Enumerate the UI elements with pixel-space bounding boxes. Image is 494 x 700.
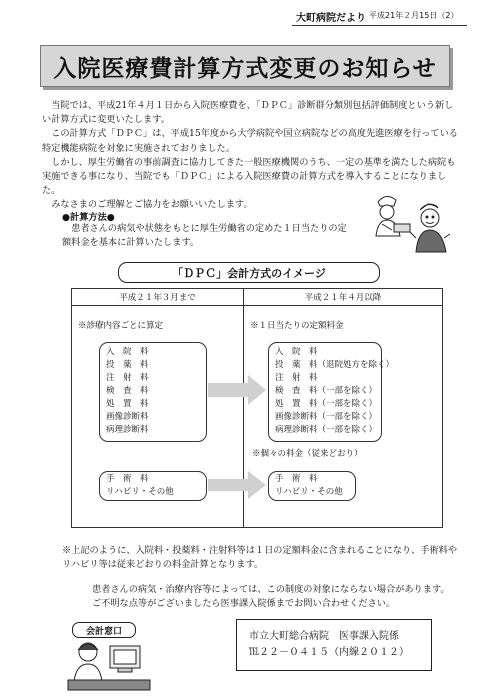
fee-item: 注 射 料 [106, 373, 149, 383]
flat-rate-fees-box [268, 342, 395, 442]
fee-item: 検 査 料（一部を除く） [275, 386, 378, 396]
fee-item: 処 置 料（一部を除く） [275, 399, 378, 409]
closing-line-2: ご不明な点等がございましたら医事課入院係までお問い合わせください。 [92, 598, 396, 610]
after-separate-fees-box [268, 471, 356, 501]
calc-method-heading: ●計算方法● [62, 212, 115, 223]
reception-clerk-illustration [66, 636, 152, 692]
closing-line-1: 患者さんの病気・治療内容等によっては、この制度の対象にならない場合があります。 [92, 584, 450, 595]
separate-fees-caption: ※個々の料金（従来どおり） [252, 449, 363, 459]
fee-item: 病理診断料 [106, 425, 149, 435]
fee-item: 入 院 料 [106, 347, 149, 357]
footnote: ※上記のように、入院料・投薬料・注射料等は１日の定額料金に含まれることになり、手術料やリハビリ等は従来どおりの料金計算となります。 [62, 545, 458, 571]
fee-item: 画像診断料（一部を除く） [275, 412, 378, 422]
before-caption: ※診療内容ごとに算定 [78, 321, 164, 331]
dpc-comparison-diagram [71, 288, 443, 528]
after-column-header: 平成２１年４月以降 [244, 289, 442, 306]
fee-item: 手 術 料 [106, 474, 149, 484]
counter-label: 会計窓口 [72, 622, 136, 638]
intro-paragraph-4: みなさまのご理解とご協力をお願いいたします。 [51, 199, 253, 211]
newsletter-title: 大町病院だより [296, 13, 366, 24]
intro-paragraph-2: この計算方式「ＤＰＣ」は、平成15年度から大学病院や国立病院などの高度先進医療を行っている特定機能病院を対象に実施されておりました。 [42, 128, 458, 154]
header-rule [292, 25, 467, 26]
issue-date: 平成21年２月15日（2） [369, 11, 459, 20]
transition-arrow-bottom [208, 471, 266, 499]
before-column-header: 平成２１年３月まで [72, 289, 244, 306]
fee-item: 注 射 料 [275, 373, 318, 383]
fee-item: リハビリ・その他 [106, 487, 174, 497]
fee-item: 処 置 料 [106, 399, 149, 409]
itemized-fees-box [99, 342, 207, 442]
fee-item: 検 査 料 [106, 386, 149, 396]
page-title: 入院医療費計算方式変更のお知らせ [40, 45, 450, 87]
fee-item: 手 術 料 [275, 474, 318, 484]
intro-paragraph-3: しかし、厚生労働省の事前調査に協力してきた一般医療機関のうち、一定の基準を満たした病院も実施できる事になり、当院でも「ＤＰＣ」による入院医療費の計算方式を導入することになりました。 [42, 156, 456, 197]
fee-item: リハビリ・その他 [275, 487, 343, 497]
fee-item: 投 薬 料 [106, 360, 149, 370]
nurse-and-patient-illustration [370, 190, 456, 258]
before-separate-fees-box [99, 471, 207, 501]
contact-box [236, 619, 432, 671]
contact-department: 市立大町総合病院 医事課入院係 [249, 631, 399, 642]
fee-item: 投 薬 料（退院処方を除く） [275, 360, 395, 370]
calc-method-body: 患者さんの病気や状態をもとに厚生労働省の定めた１日当たりの定額料金を基本に計算いたします。 [62, 223, 347, 249]
fee-item: 病理診断料（一部を除く） [275, 425, 378, 435]
fee-item: 画像診断料 [106, 412, 149, 422]
contact-phone: ℡２２－０４１５（内線２０１２） [249, 647, 409, 658]
transition-arrow-top [208, 375, 266, 405]
dpc-image-heading: 「ＤＰＣ」会計方式のイメージ [118, 262, 380, 283]
after-caption: ※１日当たりの定額料金 [250, 321, 344, 331]
closing-text [92, 583, 472, 611]
intro-paragraph-1: 当院では、平成21年４月１日から入院医療費を、「ＤＰＣ」診断群分類別包括評価制度という新しい計算方式に変更いたします。 [42, 100, 454, 126]
fee-item: 入 院 料 [275, 347, 318, 357]
